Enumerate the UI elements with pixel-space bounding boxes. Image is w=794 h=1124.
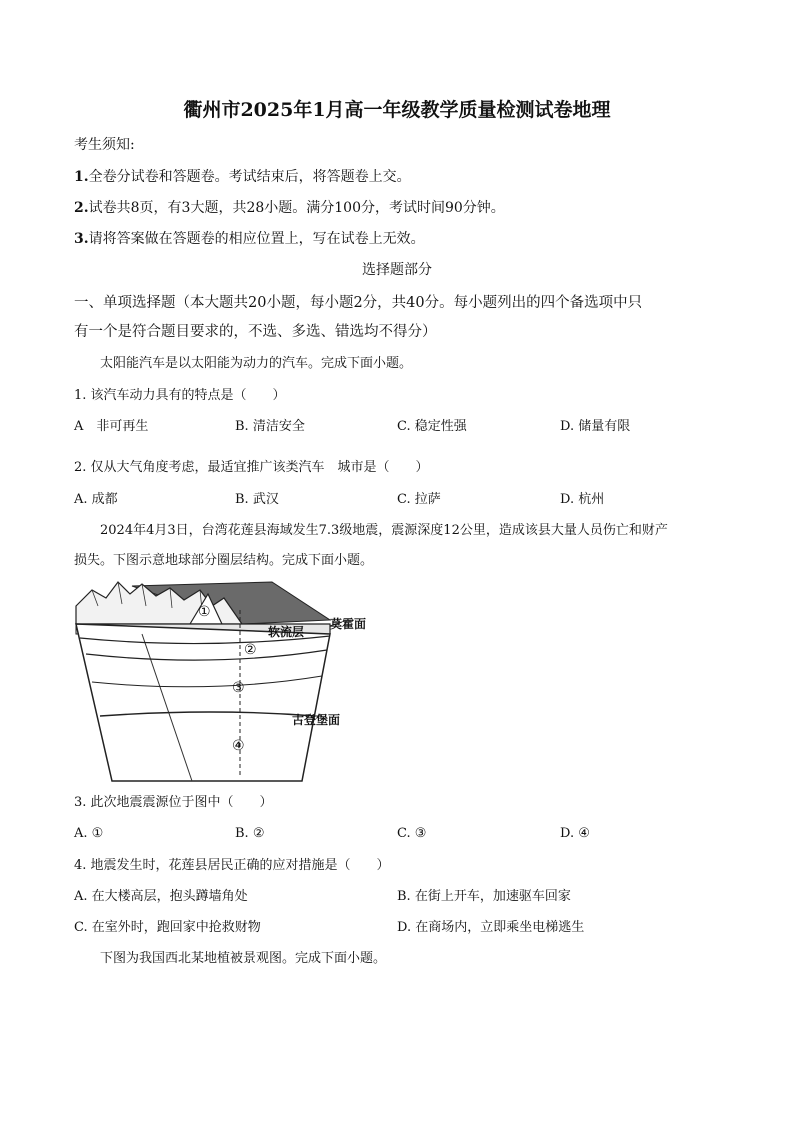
question-1-option-b: B. 清洁安全 bbox=[235, 419, 305, 434]
page-title: 衢州市2025年1月高一年级教学质量检测试卷地理 bbox=[183, 99, 611, 121]
part-one-line-1: 一、单项选择题（本大题共20小题，每小题2分，共40分。每小题列出的四个备选项中只 bbox=[74, 295, 643, 311]
notice-item-text: 全卷分试卷和答题卷。考试结束后，将答题卷上交。 bbox=[88, 169, 411, 185]
question-4-option-d: D. 在商场内，立即乘坐电梯逃生 bbox=[397, 920, 585, 935]
question-3-stem: 3. 此次地震震源位于图中（ ） bbox=[74, 795, 273, 810]
section-title: 选择题部分 bbox=[362, 262, 432, 278]
notice-item-num: 2. bbox=[74, 200, 89, 216]
earth-layers-diagram bbox=[72, 576, 372, 786]
notice-item-3 bbox=[74, 229, 425, 249]
label-circle-4: ④ bbox=[232, 738, 245, 754]
part-one-line-2: 有一个是符合题目要求的，不选、多选、错选均不得分） bbox=[74, 324, 437, 340]
label-moho: 莫霍面 bbox=[330, 617, 367, 631]
label-circle-1: ① bbox=[198, 604, 211, 620]
question-3-option-a: A. ① bbox=[74, 826, 104, 841]
notice-item-text: 请将答案做在答题卷的相应位置上，写在试卷上无效。 bbox=[88, 231, 425, 247]
intro-vegetation: 下图为我国西北某地植被景观图。完成下面小题。 bbox=[100, 951, 387, 966]
label-asthenosphere: 软流层 bbox=[268, 625, 305, 639]
intro-earthquake-line-2: 损失。下图示意地球部分圈层结构。完成下面小题。 bbox=[74, 553, 374, 568]
label-circle-2: ② bbox=[244, 642, 257, 658]
question-1-option-c: C. 稳定性强 bbox=[397, 419, 467, 434]
question-4-stem: 4. 地震发生时，花莲县居民正确的应对措施是（ ） bbox=[74, 858, 390, 873]
intro-solar-car: 太阳能汽车是以太阳能为动力的汽车。完成下面小题。 bbox=[100, 356, 413, 371]
question-1-stem: 1. 该汽车动力具有的特点是（ ） bbox=[74, 388, 286, 403]
notice-item-num: 3. bbox=[74, 231, 89, 247]
question-3-option-b: B. ② bbox=[235, 826, 265, 841]
notice-item-text: 试卷共8页，有3大题，共28小题。满分100分，考试时间90分钟。 bbox=[88, 200, 505, 216]
notice-item-1 bbox=[74, 167, 411, 187]
question-4-option-c: C. 在室外时，跑回家中抢救财物 bbox=[74, 920, 261, 935]
question-4-option-a: A. 在大楼高层，抱头蹲墙角处 bbox=[74, 889, 248, 904]
notice-item-num: 1. bbox=[74, 169, 89, 185]
label-gutenberg: 古登堡面 bbox=[292, 713, 341, 727]
question-2-option-d: D. 杭州 bbox=[560, 492, 605, 507]
notice-heading: 考生须知: bbox=[74, 137, 135, 153]
question-2-stem: 2. 仅从大气角度考虑，最适宜推广该类汽车 城市是（ ） bbox=[74, 460, 429, 475]
question-3-option-d: D. ④ bbox=[560, 826, 590, 841]
question-1-option-d: D. 储量有限 bbox=[560, 419, 631, 434]
notice-item-2 bbox=[74, 198, 505, 218]
earth-wedge-outline bbox=[76, 624, 330, 781]
question-2-option-b: B. 武汉 bbox=[235, 492, 279, 507]
question-2-option-a: A. 成都 bbox=[74, 492, 118, 507]
intro-earthquake-line-1: 2024年4月3日，台湾花莲县海域发生7.3级地震，震源深度12公里，造成该县大量人员伤亡和财产 bbox=[100, 523, 668, 538]
label-circle-3: ③ bbox=[232, 680, 245, 696]
question-1-option-a: A 非可再生 bbox=[74, 419, 149, 434]
question-2-option-c: C. 拉萨 bbox=[397, 492, 441, 507]
question-4-option-b: B. 在街上开车，加速驱车回家 bbox=[397, 889, 571, 904]
question-3-option-c: C. ③ bbox=[397, 826, 427, 841]
